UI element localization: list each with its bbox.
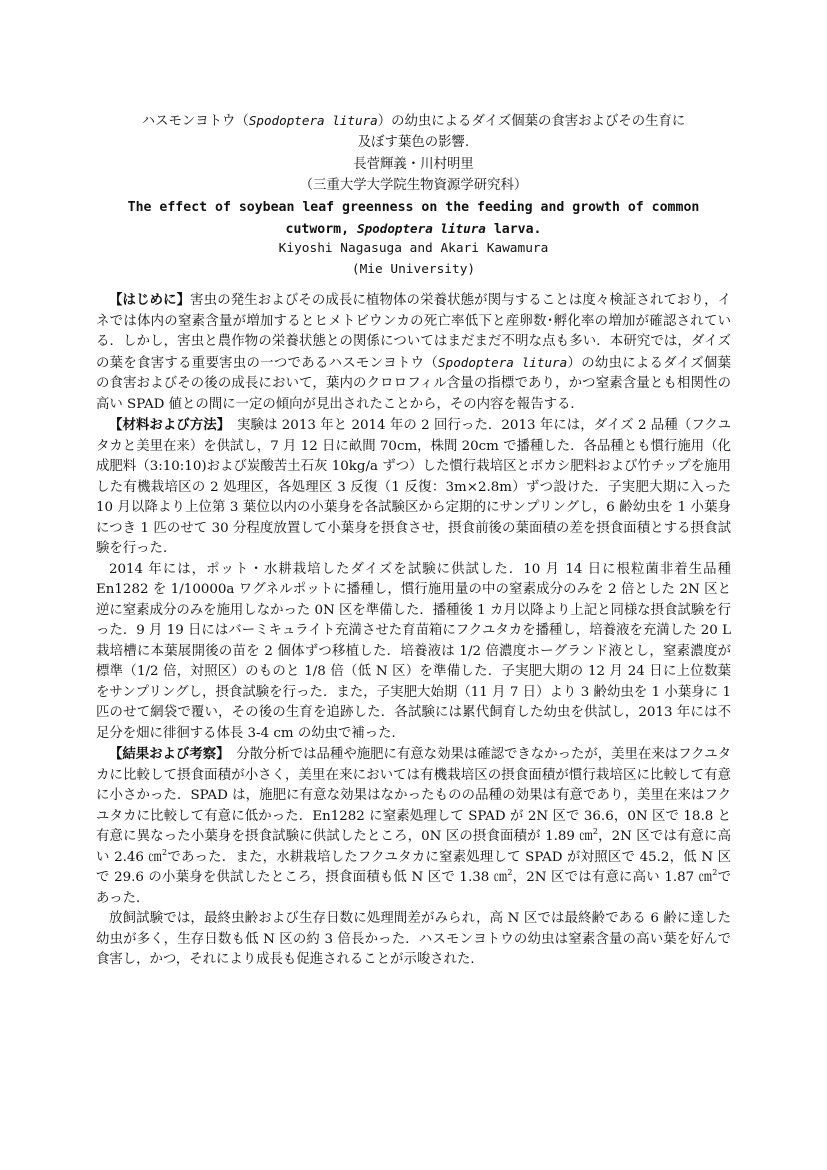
title-en-text: larva. — [485, 222, 542, 237]
title-en-line-1: The effect of soybean leaf greenness on the feeding and growth of common — [127, 200, 700, 215]
superscript: 2 — [162, 847, 168, 857]
title-jp-text: ）の幼虫によるダイズ個葉の食害およびその生育に — [377, 114, 686, 129]
results-paragraph-2: 放飼試験では，最終虫齢および生存日数に処理間差がみられ，高 N 区では最終齢である 6 齢に達した幼虫が多く，生存日数も低 N 区の約 3 倍長かった．ハスモンヨトウの幼虫は窒素含量の高い葉を好んで食害し，かつ，それにより成長も促進されることが示唆された． — [96, 911, 731, 967]
section-heading: 【結果および考察】 — [109, 746, 223, 762]
scientific-name: Spodoptera litura — [356, 221, 486, 236]
results-paragraph-1 — [96, 744, 731, 909]
body-text: であった． — [96, 870, 732, 906]
section-heading: 【材料および方法】 — [109, 417, 224, 433]
body-text: ，2N 区では有意に高い 2.46 ㎝ — [96, 829, 731, 865]
affiliation-jp: （三重大学大学院生物資源学研究科） — [299, 178, 528, 193]
body-text: 分散分析では品種や施肥に有意な効果は確認できなかったが，美里在来はフクユタカに比較して摂食面積が小さく，美里在来においては有機栽培区の摂食面積が慣行栽培区に比較して有意に小さかった．SPAD は，施肥に有意な効果はなかったものの品種の効果は有意であり，美里在来はフクユタカに比較して有意に低かった．En1282 に窒素処理して SPAD が 2N 区で 36.6，0N 区で 18.8 と有意に異なった小葉身を摂食試験に供試したところ，0N 区の摂食面積が 1.89 ㎝ — [96, 747, 731, 844]
body-text: ）の幼虫によるダイズ個葉の食害およびその後の成長において，葉内のクロロフィル含量の指標であり，かつ窒素含量とも相関性の高い SPAD 値との間に一定の傾向が見出されたことから，その内容を報告する． — [96, 355, 731, 412]
scientific-name: Spodoptera litura — [248, 113, 378, 128]
title-en-line-2 — [0, 219, 827, 240]
title-jp-line-2: 及ぼす葉色の影響. — [357, 135, 470, 150]
superscript: 2 — [507, 868, 513, 877]
superscript: 2 — [712, 868, 718, 877]
title-jp-line-1 — [0, 111, 827, 132]
body-text: ，2N 区では有意に高い 1.87 ㎝ — [512, 870, 713, 885]
title-jp-text: ハスモンヨトウ（ — [141, 114, 249, 129]
paper-body — [96, 290, 731, 971]
authors-en: Kiyoshi Nagasuga and Akari Kawamura — [278, 241, 549, 256]
intro-paragraph — [96, 290, 731, 415]
superscript: 2 — [592, 827, 598, 836]
methods-paragraph-2: 2014 年には，ポット・水耕栽培したダイズを試験に供試した．10 月 14 日に根粒菌非着生品種 En1282 を 1/10000a ワグネルポットに播種し，慣行施用量の中の窒素成分のみを 2 倍とした 2N 区と逆に窒素成分のみを施用しなかった 0N 区を準備した．播種後 1 カ月以降より上記と同様な摂食試験を行った．9 月 19 日にはバーミキュライト充満させた育苗箱にフクユタカを播種し，培養液を充満した 20 L 栽培槽に本葉展開後の苗を 2 個体ずつ移植した．培養液は 1/2 倍濃度ホーグランド液とし，窒素濃度が標準（1/2 倍，対照区）のものと 1/8 倍（低 N 区）を準備した．子実肥大期の 12 月 24 日に上位数葉をサンプリングし，摂食試験を行った．また，子実肥大始期（11 月 7 日）より 3 齢幼虫を 1 小葉身に 1 匹のせて網袋で覆い，その後の生育を追跡した．各試験には累代飼育した幼虫を供試し，2013 年には不足分を畑に徘徊する体長 3-4 cm の幼虫で補った． — [96, 561, 731, 741]
authors-jp: 長菅輝義・川村明里 — [353, 157, 474, 172]
scientific-name: Spodoptera litura — [438, 354, 568, 370]
affiliation-en: (Mie University) — [351, 262, 476, 277]
title-en-text: cutworm, — [285, 222, 357, 237]
methods-paragraph-1 — [96, 415, 731, 560]
body-text: であった．また，水耕栽培したフクユタカに窒素処理して SPAD が対照区で 45.2，低 N 区で 29.6 の小葉身を供試したところ，摂食面積も低 N 区で 1.38 ㎝ — [96, 849, 731, 885]
section-heading: 【はじめに】 — [109, 292, 191, 308]
body-text: 実験は 2013 年と 2014 年の 2 回行った．2013 年には，ダイズ 2 品種（フクユタカと美里在来）を供試し，7 月 12 日に畝間 70cm，株間 20cm で播種した．各品種とも慣行施用（化成肥料（3:10:10)および炭酸苦土石灰 10kg/a ずつ）した慣行栽培区とボカシ肥料および竹チップを施用した有機栽培区の 2 処理区，各処理区 3 反復（1 反復：3m×2.8m）ずつ設けた．子実肥大期に入った 10 月以降より上位第 3 葉位以内の小葉身を各試験区から定期的にサンプリングし，6 齢幼虫を 1 小葉身につき 1 匹のせて 30 分程度放置して小葉身を摂食させ，摂食前後の葉面積の差を摂食面積とする摂食試験を行った． — [96, 418, 731, 556]
body-text: 害虫の発生およびその成長に植物体の栄養状態が関与することは度々検証されており，イネでは体内の窒素含量が増加するとヒメトビウンカの死亡率低下と産卵数･孵化率の増加が確認されている．しかし，害虫と農作物の栄養状態との関係についてはまだまだ不明な点も多い．本研究では，ダイズの葉を食害する重要害虫の一つであるハスモンヨトウ（ — [96, 293, 732, 371]
